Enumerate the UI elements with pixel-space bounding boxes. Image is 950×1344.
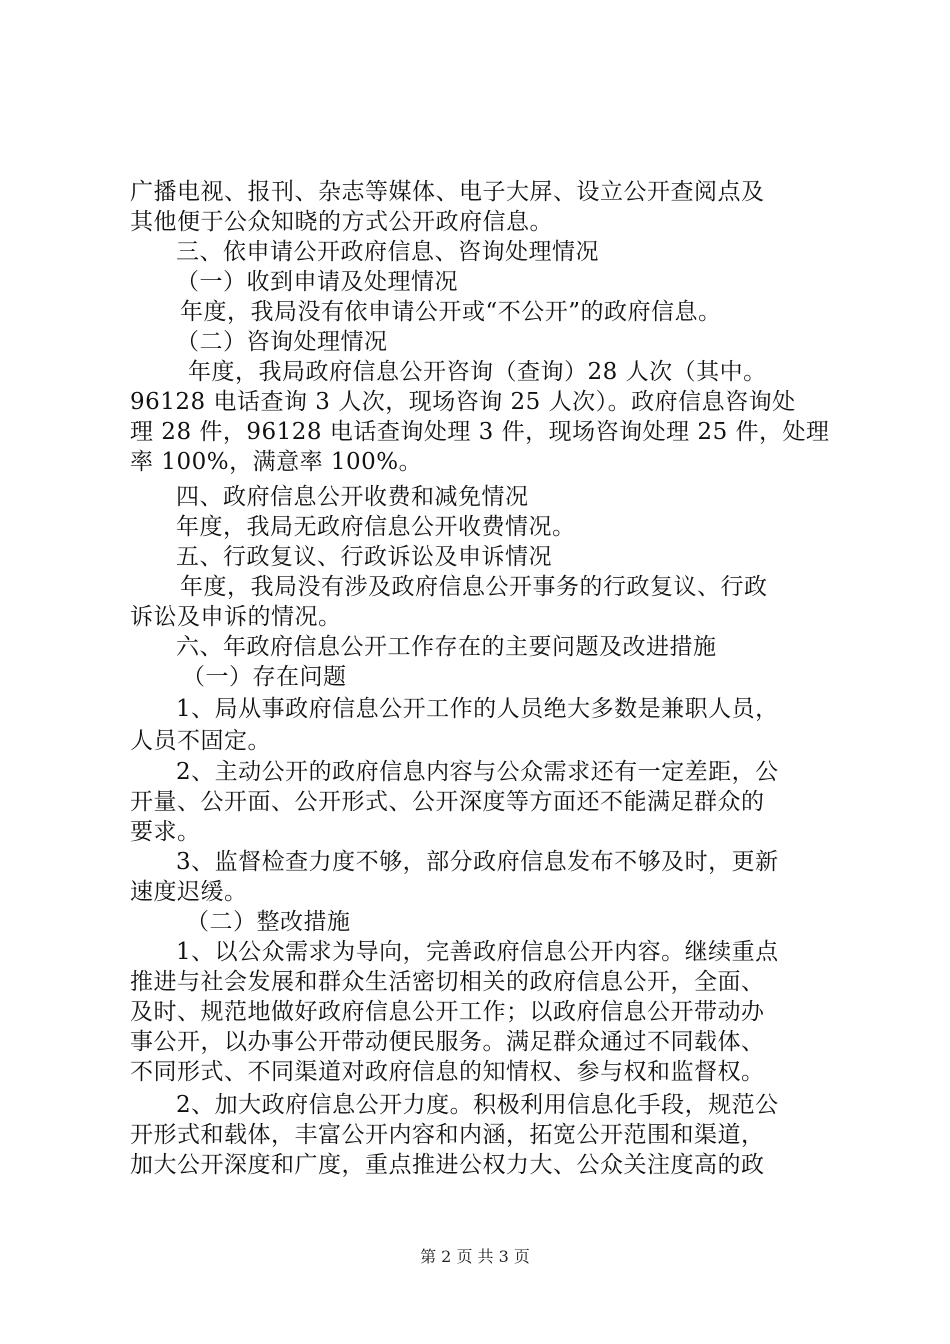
text-line: 开形式和载体，丰富公开内容和内涵，拓宽公开范围和渠道， bbox=[130, 1122, 765, 1148]
text-line: 诉讼及申诉的情况。 bbox=[130, 604, 342, 630]
text-line: 事公开，以办事公开带动便民服务。满足群众通过不同载体、 bbox=[130, 1029, 765, 1055]
text-line: 推进与社会发展和群众生活密切相关的政府信息公开，全面、 bbox=[130, 969, 765, 995]
text-line: 人员不固定。 bbox=[130, 728, 271, 754]
text-line: 1、以公众需求为导向，完善政府信息公开内容。继续重点 bbox=[176, 939, 779, 965]
text-line: 1、局从事政府信息公开工作的人员绝大多数是兼职人员， bbox=[176, 696, 779, 722]
text-line: 开量、公开面、公开形式、公开深度等方面还不能满足群众的 bbox=[130, 789, 765, 815]
text-line: 年度，我局没有涉及政府信息公开事务的行政复议、行政 bbox=[180, 574, 768, 600]
subsection-heading: （二）整改措施 bbox=[186, 909, 351, 935]
section-heading: 五、行政复议、行政诉讼及申诉情况 bbox=[176, 544, 552, 570]
text-line: 96128 电话查询 3 人次，现场咨询 25 人次）。政府信息咨询处 bbox=[130, 389, 796, 415]
text-line: 加大公开深度和广度，重点推进公权力大、公众关注度高的政 bbox=[130, 1152, 765, 1178]
text-line: 年度，我局没有依申请公开或“不公开”的政府信息。 bbox=[180, 299, 722, 325]
subsection-heading: （一）收到申请及处理情况 bbox=[176, 269, 458, 295]
text-line: 不同形式、不同渠道对政府信息的知情权、参与权和监督权。 bbox=[130, 1059, 765, 1085]
text-line: 年度，我局无政府信息公开收费情况。 bbox=[176, 514, 576, 540]
text-line: 率 100%，满意率 100%。 bbox=[130, 449, 423, 475]
text-line: 年度，我局政府信息公开咨询（查询）28 人次（其中。 bbox=[188, 359, 767, 385]
section-heading: 四、政府信息公开收费和减免情况 bbox=[176, 484, 529, 510]
text-line: 2、主动公开的政府信息内容与公众需求还有一定差距，公 bbox=[176, 759, 779, 785]
section-heading: 六、年政府信息公开工作存在的主要问题及改进措施 bbox=[176, 634, 717, 660]
text-line: 及时、规范地做好政府信息公开工作；以政府信息公开带动办 bbox=[130, 999, 765, 1025]
subsection-heading: （一）存在问题 bbox=[182, 664, 347, 690]
text-line: 速度迟缓。 bbox=[130, 879, 248, 905]
section-heading: 三、依申请公开政府信息、咨询处理情况 bbox=[176, 239, 599, 265]
page-number-footer: 第 2 页 共 3 页 bbox=[420, 1247, 530, 1266]
text-line: 要求。 bbox=[130, 819, 201, 845]
text-line: 3、监督检查力度不够，部分政府信息发布不够及时，更新 bbox=[176, 849, 779, 875]
text-line: 广播电视、报刊、杂志等媒体、电子大屏、设立公开查阅点及 bbox=[130, 179, 765, 205]
text-line: 2、加大政府信息公开力度。积极利用信息化手段，规范公 bbox=[176, 1092, 779, 1118]
subsection-heading: （二）咨询处理情况 bbox=[176, 329, 388, 355]
text-line: 其他便于公众知晓的方式公开政府信息。 bbox=[130, 209, 553, 235]
text-line: 理 28 件，96128 电话查询处理 3 件，现场咨询处理 25 件，处理 bbox=[130, 419, 830, 445]
